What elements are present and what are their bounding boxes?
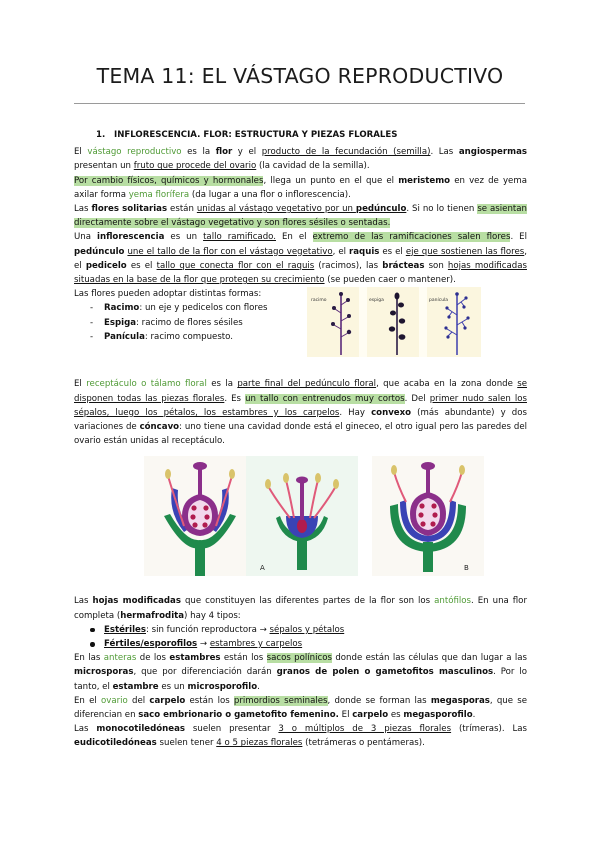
- page-title: TEMA 11: EL VÁSTAGO REPRODUCTIVO: [96, 64, 504, 88]
- svg-text:B: B: [464, 564, 469, 573]
- paragraph-hojas-modificadas: Las hojas modificadas que constituyen las diferentes partes de la flor son los antófilos. En una flor completa (hermafrodita) hay 4 tipos:: [74, 596, 527, 621]
- list-item: - Panícula: racimo compuesto.: [74, 330, 527, 344]
- list-item: Fértiles/esporofilos → estambres y carpelos: [74, 637, 527, 651]
- list-item: - Racimo: un eje y pedicelos con flores: [74, 301, 527, 315]
- receptacle-concave-b-image: [372, 456, 484, 576]
- receptacle-concave-a-image: [246, 456, 358, 576]
- antofilos-list: [74, 623, 527, 651]
- panicula-label: panícula: [429, 298, 449, 304]
- document-body: [74, 128, 527, 751]
- receptacle-convex-image: [144, 456, 256, 576]
- list-item: Estériles: sin función reproductora → sépalos y pétalos: [74, 623, 527, 637]
- paragraph-vastago: El vástago reproductivo es la flor y el producto de la fecundación (semilla). Las angiospermas presentan un fruto que procede del ovario (la cavidad de la semilla). Por cambio físicos, químicos y hormonales, llega un punto en el que el meristemo en vez de yema axilar forma yema florífera (da lugar a una flor o inflorescencia). Las flores solitarias están unidas al vástago vegetativo por un pedúnculo. Si no lo tienen se asientan directamente sobre el vástago vegetativo y son flores sésiles o sentadas. Una inflorescencia es un tallo ramificado. En el extremo de las ramificaciones salen flores. El pedúnculo une el tallo de la flor con el vástago vegetativo, el raquis es el eje que sostienen las flores, el pedicelo es el tallo que conecta flor con el raquis (racimos), las brácteas son hojas modificadas situadas en la base de la flor que protegen su crecimiento (se pueden caer o mantener). Las flores pueden adoptar distintas formas:: [74, 147, 528, 300]
- paragraph-receptaculo: El receptáculo o tálamo floral es la parte final del pedúnculo floral, que acaba en la zona donde se disponen todas las piezas florales. Es un tallo con entrenudos muy cortos. Del primer nudo salen los sépalos, luego los pétalos, los estambres y los carpelos. Hay convexo (más abundante) y dos variaciones de cóncavo: uno tiene una cavidad donde está el gineceo, el otro igual pero las paredes del ovario están unidas al receptáculo.: [74, 379, 527, 447]
- paragraph-estambres-carpelo: En las anteras de los estambres están los sacos polínicos donde están las células que dan lugar a las microsporas, que por diferenciación darán granos de polen o gametofitos masculinos. Por lo tanto, el estambre es un microsporofilo. En el ovario del carpelo están los primordios seminales, donde se forman las megasporas, que se diferencian en saco embrionario o gametofito femenino. El carpelo es megasporofilo. Las monocotiledóneas suelen presentar 3 o múltiplos de 3 piezas florales (trímeras). Las eudicotiledóneas suelen tener 4 o 5 piezas florales (tetrámeras o pentámeras).: [74, 653, 528, 749]
- svg-text:A: A: [260, 564, 265, 573]
- inflorescence-section: [74, 298, 527, 377]
- espiga-label: espiga: [369, 298, 384, 304]
- section-heading: 1. INFLORESCENCIA. FLOR: ESTRUCTURA Y PIEZAS FLORALES: [96, 130, 398, 140]
- receptacle-figures: [74, 456, 527, 586]
- title-divider: [74, 103, 525, 104]
- list-item: - Espiga: racimo de flores sésiles: [74, 316, 527, 330]
- racimo-label: racimo: [311, 298, 327, 304]
- inflorescence-types-image: [307, 287, 481, 357]
